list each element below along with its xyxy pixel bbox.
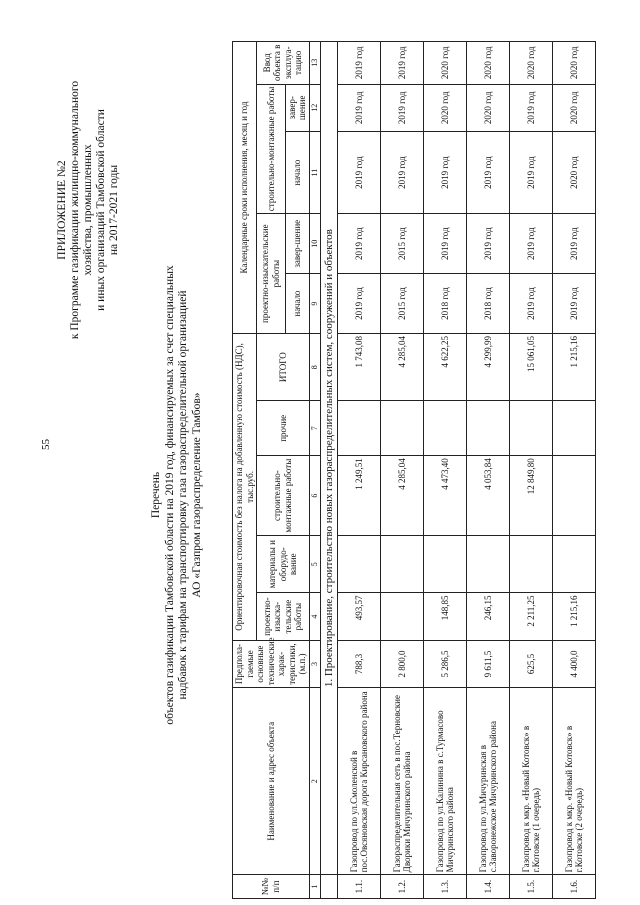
construction-end-cell: 2019 год bbox=[338, 84, 381, 131]
header-num: №№ п/п bbox=[233, 875, 310, 899]
header-design-start: начало bbox=[285, 274, 309, 334]
title-line-4: АО «Газпром газораспределение Тамбов» bbox=[190, 392, 203, 598]
cost-materials-cell bbox=[467, 536, 510, 593]
appendix-line-3: хозяйства, промышленных bbox=[82, 144, 94, 276]
object-name-cell: Газопровод по ул.Мичуринская в с.Заворонежское Мичуринского района bbox=[467, 688, 510, 875]
cost-construction-cell: 1 249,51 bbox=[338, 456, 381, 536]
appendix-line-5: на 2017-2021 годы bbox=[108, 164, 120, 256]
column-number: 6 bbox=[309, 456, 321, 536]
column-number: 2 bbox=[309, 688, 321, 875]
cost-total-cell: 1 215,16 bbox=[553, 334, 596, 401]
cost-design-cell: 246,15 bbox=[467, 593, 510, 640]
commission-date-cell: 2019 год bbox=[381, 42, 424, 85]
cost-materials-cell bbox=[424, 536, 467, 593]
object-name-cell: Газопровод по ул.Калинина в с.Турмасово Мичуринского района bbox=[424, 688, 467, 875]
cost-other-cell bbox=[338, 401, 381, 456]
design-end-cell: 2019 год bbox=[467, 214, 510, 274]
construction-end-cell: 2019 год bbox=[381, 84, 424, 131]
construction-start-cell: 2019 год bbox=[381, 131, 424, 213]
cost-materials-cell bbox=[553, 536, 596, 593]
object-name-cell: Газопровод к мкр. «Новый Котовск» в г.Котовске (2 очередь) bbox=[553, 688, 596, 875]
cost-construction-cell: 4 473,40 bbox=[424, 456, 467, 536]
construction-end-cell: 2019 год bbox=[510, 84, 553, 131]
row-number-cell: 1.4. bbox=[467, 875, 510, 899]
header-schedule-group: Календарные сроки исполнения, месяц и год bbox=[233, 42, 257, 334]
design-start-cell: 2019 год bbox=[338, 274, 381, 334]
cost-total-cell: 15 061,05 bbox=[510, 334, 553, 401]
construction-end-cell: 2020 год bbox=[424, 84, 467, 131]
tech-characteristics-cell: 625,5 bbox=[510, 640, 553, 687]
row-number-cell: 1.6. bbox=[553, 875, 596, 899]
cost-other-cell bbox=[381, 401, 424, 456]
column-number: 5 bbox=[309, 536, 321, 593]
column-number: 3 bbox=[309, 640, 321, 687]
column-number: 13 bbox=[309, 42, 321, 85]
tech-characteristics-cell: 2 800,0 bbox=[381, 640, 424, 687]
design-end-cell: 2019 год bbox=[424, 214, 467, 274]
cost-design-cell: 2 211,25 bbox=[510, 593, 553, 640]
tech-characteristics-cell: 9 611,5 bbox=[467, 640, 510, 687]
design-start-cell: 2019 год bbox=[510, 274, 553, 334]
column-number: 8 bbox=[309, 334, 321, 401]
column-number: 4 bbox=[309, 593, 321, 640]
object-name-cell: Газопровод по ул.Смоленской в пос.Овсяновская дорога Кирсановского района bbox=[338, 688, 381, 875]
construction-start-cell: 2019 год bbox=[424, 131, 467, 213]
commission-date-cell: 2020 год bbox=[467, 42, 510, 85]
cost-total-cell: 1 743,08 bbox=[338, 334, 381, 401]
appendix-line-4: и иных организаций Тамбовской области bbox=[95, 109, 107, 311]
header-sched-construction: строительно-монтажные работы bbox=[257, 84, 286, 214]
construction-end-cell: 2020 год bbox=[553, 84, 596, 131]
construction-end-cell: 2020 год bbox=[467, 84, 510, 131]
table-row bbox=[553, 42, 596, 899]
header-tech: Предпола-гаемые основные технические харак-теристики, (м.п.) bbox=[233, 640, 310, 687]
cost-design-cell: 1 215,16 bbox=[553, 593, 596, 640]
document-title bbox=[150, 235, 204, 755]
construction-start-cell: 2019 год bbox=[338, 131, 381, 213]
cost-other-cell bbox=[467, 401, 510, 456]
header-commission: Ввод объекта в эксплуа-тацию bbox=[257, 42, 310, 85]
commission-date-cell: 2020 год bbox=[424, 42, 467, 85]
header-name: Наименование и адрес объекта bbox=[233, 688, 310, 875]
header-cost-design: проектно-изыска-тельские работы bbox=[257, 593, 310, 640]
cost-other-cell bbox=[553, 401, 596, 456]
design-end-cell: 2019 год bbox=[553, 214, 596, 274]
commission-date-cell: 2019 год bbox=[338, 42, 381, 85]
title-line-3: надбавок к тарифам на транспортировку газа газораспределительной организацией bbox=[177, 290, 189, 700]
header-construction-start: начало bbox=[285, 131, 309, 213]
design-end-cell: 2019 год bbox=[338, 214, 381, 274]
tech-characteristics-cell: 5 286,5 bbox=[424, 640, 467, 687]
cost-design-cell bbox=[381, 593, 424, 640]
cost-total-cell: 4 622,25 bbox=[424, 334, 467, 401]
row-number-cell: 1.5. bbox=[510, 875, 553, 899]
cost-other-cell bbox=[424, 401, 467, 456]
cost-construction-cell: 4 053,84 bbox=[467, 456, 510, 536]
row-number-cell: 1.2. bbox=[381, 875, 424, 899]
column-number: 11 bbox=[309, 131, 321, 213]
header-design-end: завер-шение bbox=[285, 214, 309, 274]
cost-materials-cell bbox=[510, 536, 553, 593]
design-end-cell: 2019 год bbox=[510, 214, 553, 274]
construction-start-cell: 2019 год bbox=[510, 131, 553, 213]
table-row bbox=[338, 42, 381, 899]
cost-design-cell: 493,57 bbox=[338, 593, 381, 640]
construction-start-cell: 2020 год bbox=[553, 131, 596, 213]
table-row bbox=[381, 42, 424, 899]
header-cost-total: ИТОГО bbox=[257, 334, 310, 401]
column-number: 10 bbox=[309, 214, 321, 274]
column-number: 1 bbox=[309, 875, 321, 899]
cost-other-cell bbox=[510, 401, 553, 456]
cost-construction-cell: 4 285,04 bbox=[381, 456, 424, 536]
column-number: 9 bbox=[309, 274, 321, 334]
appendix-header bbox=[56, 20, 121, 400]
title-line-2: объектов газификации Тамбовской области на 2019 год, финансируемых за счет специальных bbox=[163, 265, 176, 725]
commission-date-cell: 2020 год bbox=[553, 42, 596, 85]
design-start-cell: 2015 год bbox=[381, 274, 424, 334]
cost-materials-cell bbox=[338, 536, 381, 593]
header-sched-design: проектно-изыскательские работы bbox=[257, 214, 286, 334]
header-cost-group: Ориентировочная стоимость без налога на добавленную стоимость (НДС), тыс.руб. bbox=[233, 334, 257, 641]
object-name-cell: Газопровод к мкр. «Новый Котовск» в г.Котовске (1 очередь) bbox=[510, 688, 553, 875]
title-line-1: Перечень bbox=[150, 471, 162, 519]
table-row bbox=[467, 42, 510, 899]
header-construction-end: завер-шение bbox=[285, 84, 309, 131]
cost-construction-cell bbox=[553, 456, 596, 536]
header-cost-other: прочие bbox=[257, 401, 310, 456]
design-end-cell: 2015 год bbox=[381, 214, 424, 274]
tech-characteristics-cell: 788,3 bbox=[338, 640, 381, 687]
table-row bbox=[424, 42, 467, 899]
object-name-cell: Газораспределительная сеть в пос.Терновские Дворики Мичуринского района bbox=[381, 688, 424, 875]
page-number: 55 bbox=[40, 439, 52, 450]
section-title: 1. Проектирование, строительство новых газораспределительных систем, сооружений и объектов bbox=[321, 42, 338, 875]
objects-table bbox=[232, 41, 596, 899]
cost-materials-cell bbox=[381, 536, 424, 593]
cost-design-cell: 148,85 bbox=[424, 593, 467, 640]
tech-characteristics-cell: 4 400,0 bbox=[553, 640, 596, 687]
section-num-cell bbox=[321, 875, 338, 899]
appendix-line-1: ПРИЛОЖЕНИЕ №2 bbox=[56, 160, 68, 260]
column-number: 12 bbox=[309, 84, 321, 131]
cost-total-cell: 4 285,04 bbox=[381, 334, 424, 401]
commission-date-cell: 2020 год bbox=[510, 42, 553, 85]
design-start-cell: 2018 год bbox=[424, 274, 467, 334]
row-number-cell: 1.3. bbox=[424, 875, 467, 899]
header-cost-materials: материалы и оборудо-вание bbox=[257, 536, 310, 593]
table-row bbox=[510, 42, 553, 899]
cost-construction-cell: 12 849,80 bbox=[510, 456, 553, 536]
cost-total-cell: 4 299,99 bbox=[467, 334, 510, 401]
header-cost-construction: строительно-монтажные работы bbox=[257, 456, 310, 536]
construction-start-cell: 2019 год bbox=[467, 131, 510, 213]
column-number: 7 bbox=[309, 401, 321, 456]
row-number-cell: 1.1. bbox=[338, 875, 381, 899]
design-start-cell: 2019 год bbox=[553, 274, 596, 334]
design-start-cell: 2018 год bbox=[467, 274, 510, 334]
appendix-line-2: к Программе газификации жилищно-коммунального bbox=[69, 80, 81, 340]
